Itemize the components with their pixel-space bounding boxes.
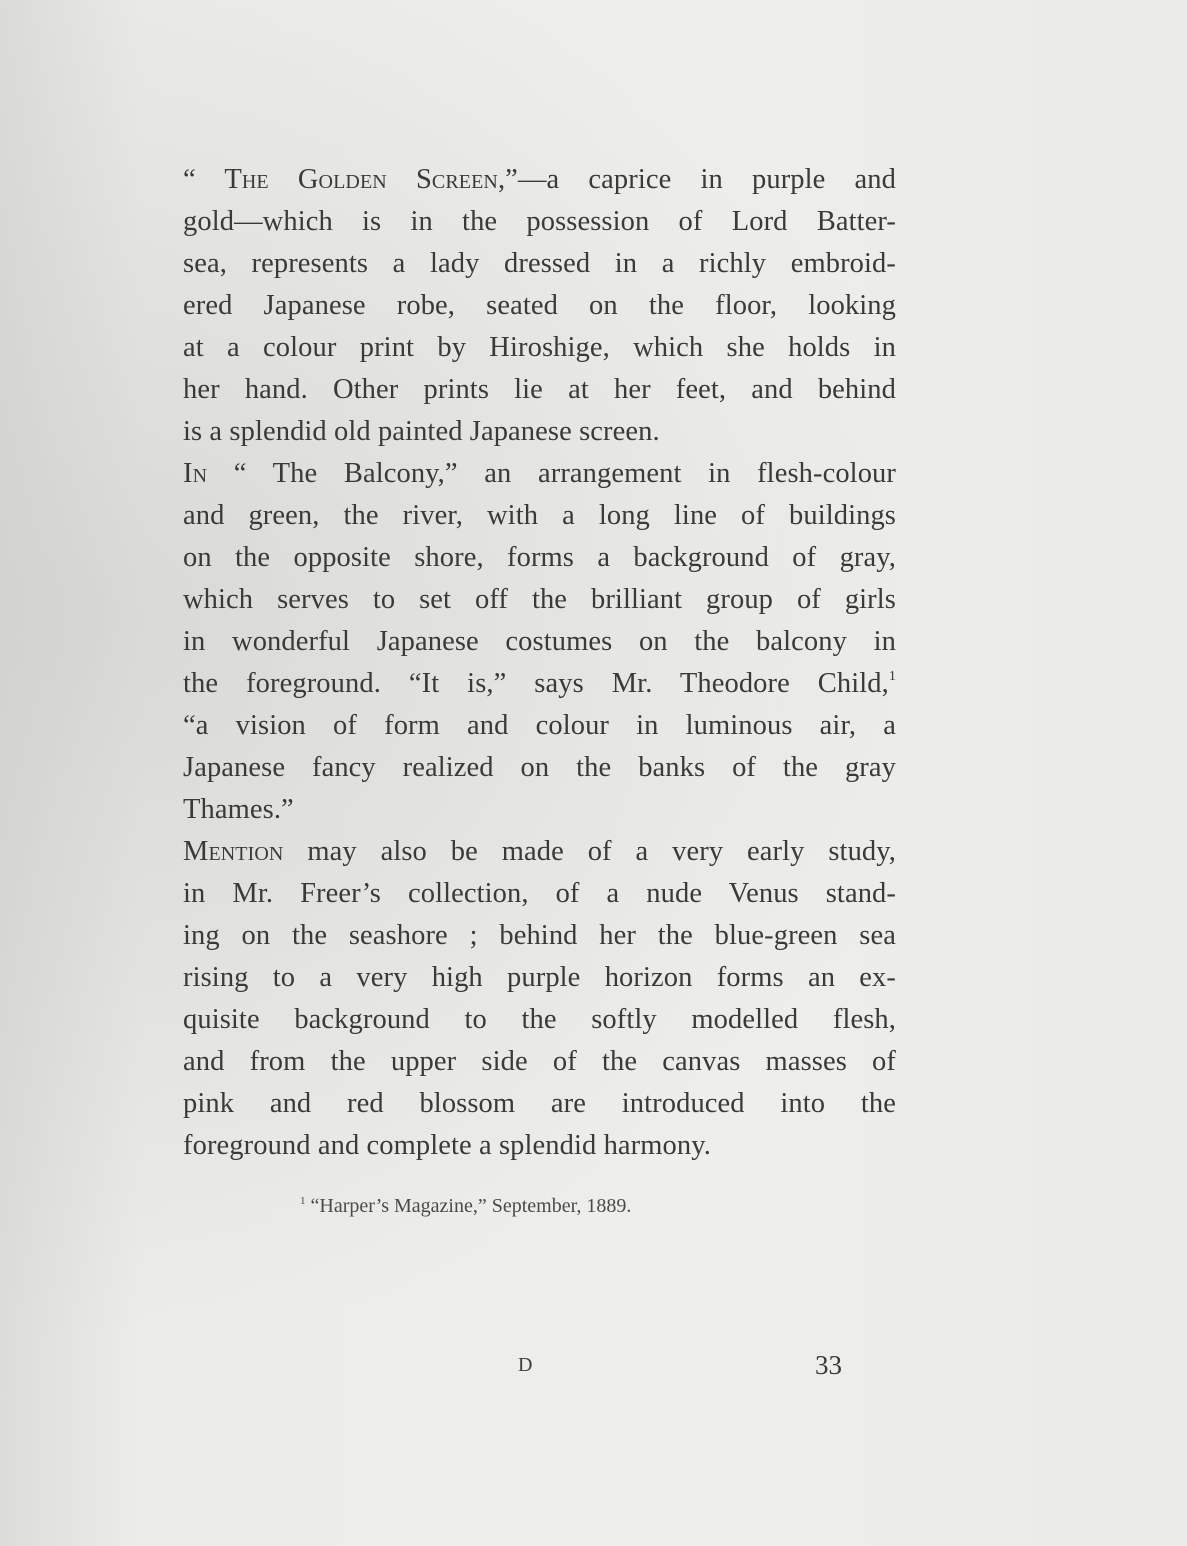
footnote-text: “Harper’s Magazine,” September, 1889.: [305, 1195, 632, 1217]
paragraph-1-line-2: gold—which is in the possession of Lord Batter-: [183, 206, 896, 237]
paragraph-3-line-3: ing on the seashore ; behind her the blue-green sea: [183, 920, 896, 951]
signature-mark: D: [518, 1354, 533, 1376]
paragraph-1-line-7: is a splendid old painted Japanese screen.: [183, 416, 660, 447]
paragraph-2-lead: In: [183, 458, 208, 489]
paragraph-1-line-4: ered Japanese robe, seated on the floor, looking: [183, 290, 896, 321]
paragraph-3-line-8: foreground and complete a splendid harmony.: [183, 1130, 711, 1161]
paragraph-2-line-8: Japanese fancy realized on the banks of the gray: [183, 752, 896, 783]
footnote: [300, 1192, 820, 1220]
paragraph-1-line-6: her hand. Other prints lie at her feet, and behind: [183, 374, 896, 405]
paragraph-3-line-7: pink and red blossom are introduced into the: [183, 1088, 896, 1119]
paragraph-1-lead: “ The Golden Screen,”: [183, 164, 518, 195]
footnote-marker: 1: [300, 1195, 306, 1207]
page-number: 33: [815, 1350, 842, 1380]
paragraph-2-line-5: in wonderful Japanese costumes on the balcony in: [183, 626, 896, 657]
paragraph-2-line-1-text: “ The Balcony,” an arrangement in flesh-colour: [207, 458, 896, 489]
paragraph-2-line-2: and green, the river, with a long line of buildings: [183, 500, 896, 531]
paragraph-1-line-3: sea, represents a lady dressed in a richly embroid-: [183, 248, 896, 279]
footnote-reference[interactable]: 1: [888, 669, 896, 684]
paragraph-2-line-1: [183, 453, 896, 495]
paragraph-2-line-6: [183, 663, 896, 705]
paragraph-3-line-4: rising to a very high purple horizon forms an ex-: [183, 962, 896, 993]
paragraph-3-line-6: and from the upper side of the canvas masses of: [183, 1046, 896, 1077]
paragraph-2-line-4: which serves to set off the brilliant group of girls: [183, 584, 896, 615]
paragraph-3-line-1-text: may also be made of a very early study,: [283, 836, 896, 867]
paragraph-3-line-5: quisite background to the softly modelled flesh,: [183, 1004, 896, 1035]
paragraph-2-line-7: “a vision of form and colour in luminous air, a: [183, 710, 896, 741]
paragraph-1-line-5: at a colour print by Hiroshige, which she holds in: [183, 332, 896, 363]
paragraph-3-line-2: in Mr. Freer’s collection, of a nude Venus stand-: [183, 878, 896, 909]
paragraph-1-line-1: [183, 159, 896, 201]
body-text: [183, 159, 896, 1167]
paragraph-3-line-1: [183, 831, 896, 873]
paragraph-2-line-3: on the opposite shore, forms a background of gray,: [183, 542, 896, 573]
paragraph-3-lead: Mention: [183, 836, 284, 867]
paragraph-2-line-9: Thames.”: [183, 794, 294, 825]
paragraph-1-line-1-text: —a caprice in purple and: [517, 164, 896, 195]
paragraph-2-line-6-text: the foreground. “It is,” says Mr. Theodore Child,: [183, 668, 889, 699]
